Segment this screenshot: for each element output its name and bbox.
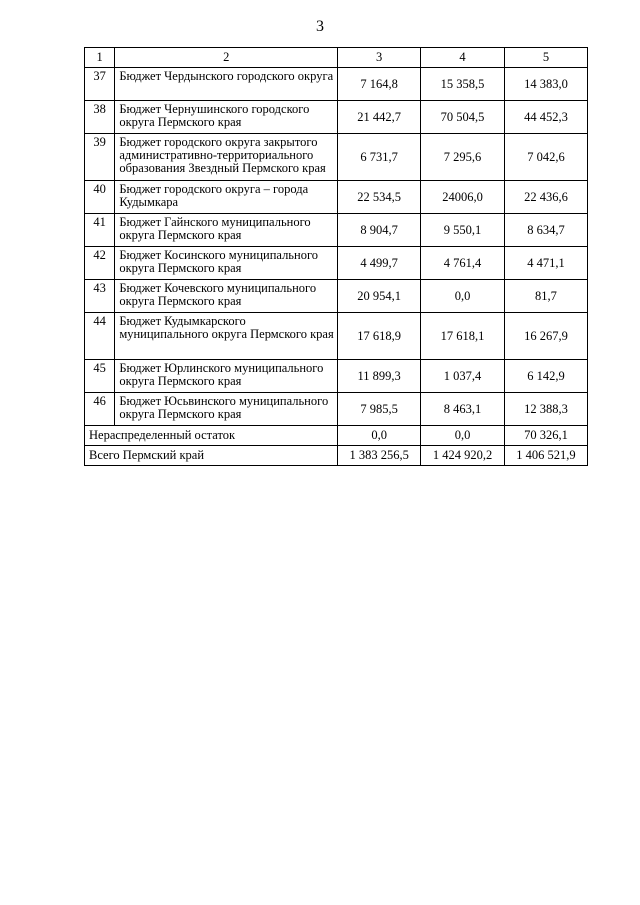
value-col-3: 6 731,7 xyxy=(338,134,421,181)
budget-name: Бюджет Юсьвинского муниципального округа Пермского края xyxy=(115,393,338,426)
header-cell-2: 2 xyxy=(115,48,338,68)
budget-name: Бюджет Чердынского городского округа xyxy=(115,68,338,101)
budget-name: Бюджет Юрлинского муниципального округа Пермского края xyxy=(115,360,338,393)
table-row xyxy=(85,181,588,214)
row-number: 45 xyxy=(85,360,115,393)
value-col-5: 6 142,9 xyxy=(504,360,587,393)
header-cell-1: 1 xyxy=(85,48,115,68)
value-col-5: 22 436,6 xyxy=(504,181,587,214)
value-col-4: 24006,0 xyxy=(421,181,505,214)
row-number: 37 xyxy=(85,68,115,101)
value-col-3: 8 904,7 xyxy=(338,214,421,247)
value-col-3: 4 499,7 xyxy=(338,247,421,280)
value-col-5: 44 452,3 xyxy=(504,101,587,134)
page-number: 3 xyxy=(316,18,324,35)
budget-name: Бюджет Кудымкарского муниципального округа Пермского края xyxy=(115,313,338,360)
table-row xyxy=(85,280,588,313)
row-number: 44 xyxy=(85,313,115,360)
budget-name: Бюджет городского округа – города Кудымкара xyxy=(115,181,338,214)
value-col-3: 7 985,5 xyxy=(338,393,421,426)
budget-name: Бюджет Гайнского муниципального округа Пермского края xyxy=(115,214,338,247)
budget-name: Бюджет городского округа закрытого административно-территориального образования Звездный Пермского края xyxy=(115,134,338,181)
table-row xyxy=(85,313,588,360)
value-col-5: 12 388,3 xyxy=(504,393,587,426)
value-col-3: 22 534,5 xyxy=(338,181,421,214)
budget-table xyxy=(84,47,588,466)
value-col-3: 20 954,1 xyxy=(338,280,421,313)
value-col-4: 0,0 xyxy=(421,280,505,313)
budget-name: Бюджет Кочевского муниципального округа Пермского края xyxy=(115,280,338,313)
row-number: 42 xyxy=(85,247,115,280)
value-col-3: 17 618,9 xyxy=(338,313,421,360)
total-col-3: 1 383 256,5 xyxy=(338,446,421,466)
table-row xyxy=(85,393,588,426)
table-row xyxy=(85,68,588,101)
table-row xyxy=(85,247,588,280)
header-cell-4: 4 xyxy=(421,48,505,68)
value-col-4: 70 504,5 xyxy=(421,101,505,134)
value-col-3: 7 164,8 xyxy=(338,68,421,101)
budget-name: Бюджет Чернушинского городского округа Пермского края xyxy=(115,101,338,134)
row-number: 39 xyxy=(85,134,115,181)
value-col-4: 7 295,6 xyxy=(421,134,505,181)
value-col-5: 7 042,6 xyxy=(504,134,587,181)
row-number: 40 xyxy=(85,181,115,214)
total-col-4: 1 424 920,2 xyxy=(421,446,505,466)
row-number: 46 xyxy=(85,393,115,426)
value-col-3: 21 442,7 xyxy=(338,101,421,134)
value-col-4: 17 618,1 xyxy=(421,313,505,360)
value-col-4: 8 463,1 xyxy=(421,393,505,426)
row-number: 38 xyxy=(85,101,115,134)
header-cell-3: 3 xyxy=(338,48,421,68)
value-col-4: 4 761,4 xyxy=(421,247,505,280)
table-row xyxy=(85,360,588,393)
value-col-4: 1 037,4 xyxy=(421,360,505,393)
value-col-5: 8 634,7 xyxy=(504,214,587,247)
unallocated-label: Нераспределенный остаток xyxy=(85,426,338,446)
value-col-5: 14 383,0 xyxy=(504,68,587,101)
unallocated-col-5: 70 326,1 xyxy=(504,426,587,446)
total-label: Всего Пермский край xyxy=(85,446,338,466)
total-col-5: 1 406 521,9 xyxy=(504,446,587,466)
unallocated-row xyxy=(85,426,588,446)
unallocated-col-3: 0,0 xyxy=(338,426,421,446)
table-header-row xyxy=(85,48,588,68)
value-col-3: 11 899,3 xyxy=(338,360,421,393)
row-number: 43 xyxy=(85,280,115,313)
value-col-4: 15 358,5 xyxy=(421,68,505,101)
budget-name: Бюджет Косинского муниципального округа Пермского края xyxy=(115,247,338,280)
unallocated-col-4: 0,0 xyxy=(421,426,505,446)
row-number: 41 xyxy=(85,214,115,247)
table-row xyxy=(85,101,588,134)
value-col-5: 4 471,1 xyxy=(504,247,587,280)
value-col-5: 16 267,9 xyxy=(504,313,587,360)
header-cell-5: 5 xyxy=(504,48,587,68)
value-col-4: 9 550,1 xyxy=(421,214,505,247)
value-col-5: 81,7 xyxy=(504,280,587,313)
table-row xyxy=(85,214,588,247)
total-row xyxy=(85,446,588,466)
table-row xyxy=(85,134,588,181)
